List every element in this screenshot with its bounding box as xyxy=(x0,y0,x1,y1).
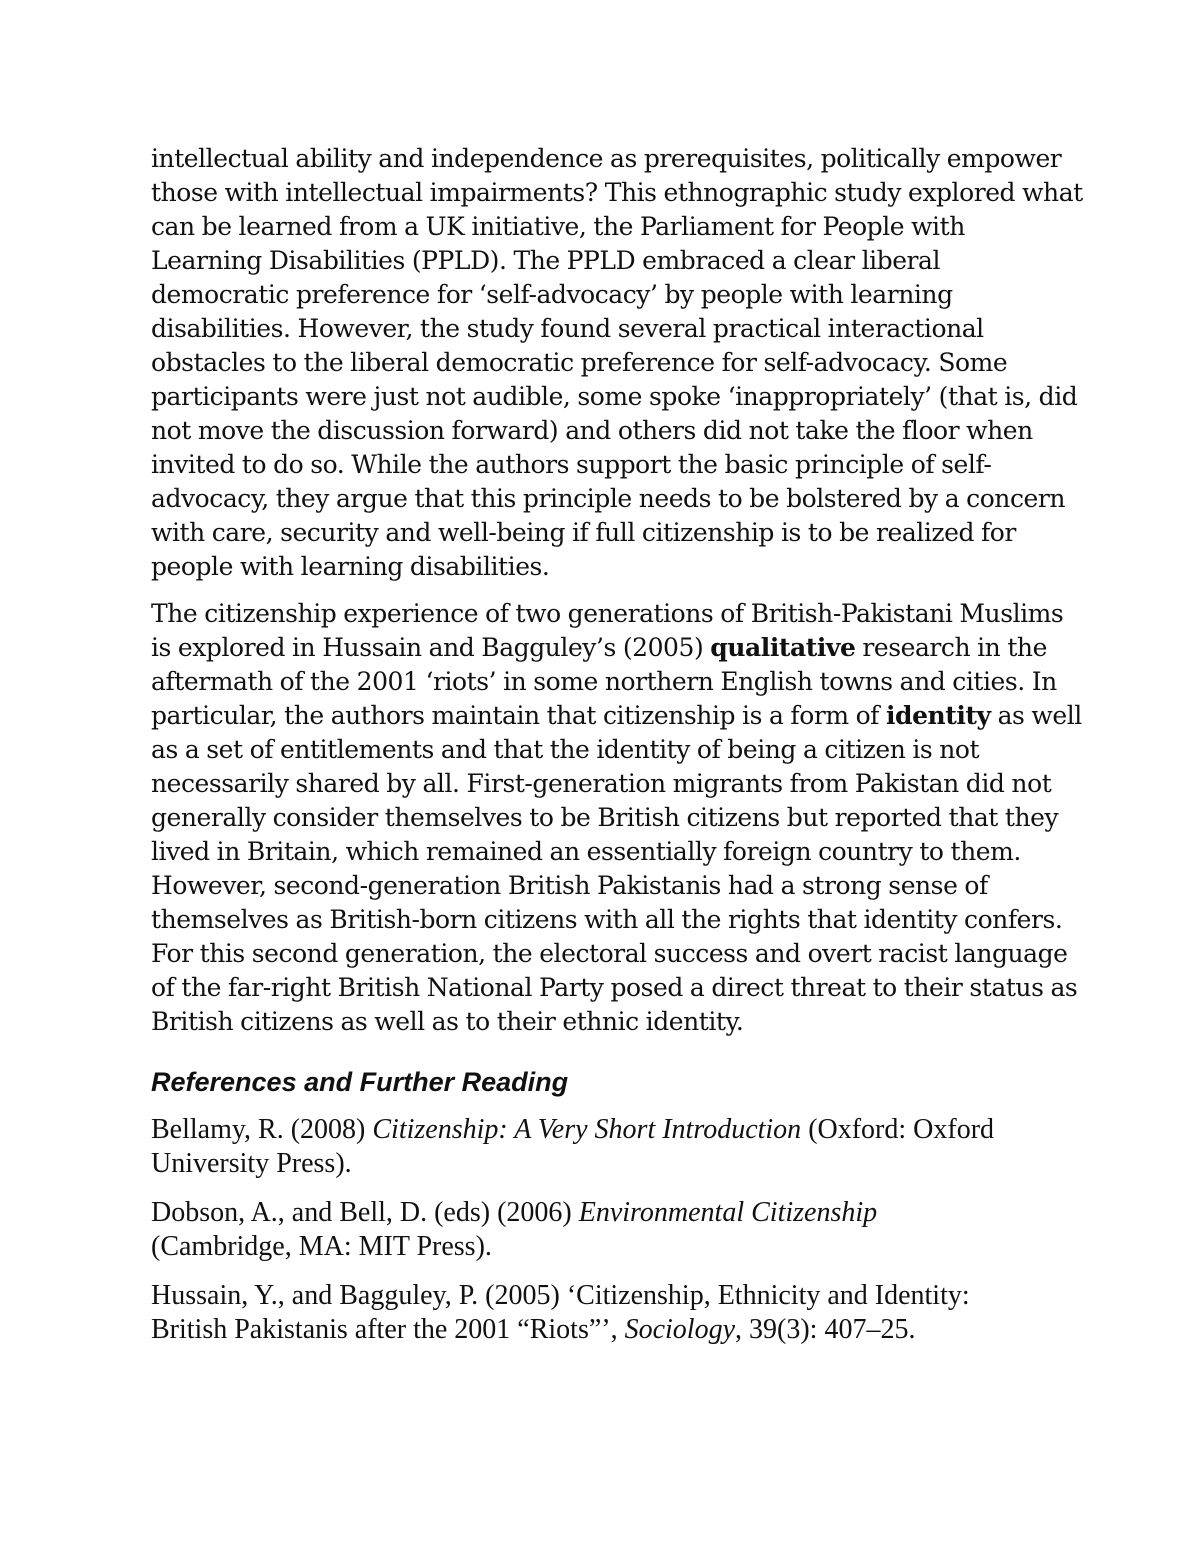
paragraph-line xyxy=(151,631,1056,665)
paragraph-line: British citizens as well as to their ethnic identity. xyxy=(151,1007,744,1036)
text-run: particular, the authors maintain that citizenship is a form of xyxy=(151,701,886,730)
text-run: Dobson, A., and Bell, D. (eds) (2006) xyxy=(151,1197,579,1228)
paragraph-line: themselves as British-born citizens with all the rights that identity confers. xyxy=(151,905,1063,934)
paragraph-line: disabilities. However, the study found several practical interactional xyxy=(151,314,984,343)
paragraph-line: with care, security and well-being if full citizenship is to be realized for xyxy=(151,518,1016,547)
paragraph-line: obstacles to the liberal democratic preference for self-advocacy. Some xyxy=(151,348,1008,377)
paragraph-line: aftermath of the 2001 ‘riots’ in some northern English towns and cities. In xyxy=(151,667,1057,696)
reference-title: Environmental Citizenship xyxy=(578,1197,878,1228)
paragraph-line: generally consider themselves to be British citizens but reported that they xyxy=(151,803,1059,832)
paragraph-line: democratic preference for ‘self-advocacy’ by people with learning xyxy=(151,280,953,309)
reference-line xyxy=(151,1113,1056,1147)
paragraph-line: The citizenship experience of two generations of British-Pakistani Muslims xyxy=(151,599,1064,628)
reference-line: (Cambridge, MA: MIT Press). xyxy=(151,1231,492,1262)
paragraph-line: those with intellectual impairments? This ethnographic study explored what xyxy=(151,178,1083,207)
paragraph-line: of the far-right British National Party posed a direct threat to their status as xyxy=(151,973,1078,1002)
reference-title: Citizenship: A Very Short Introduction xyxy=(372,1114,802,1145)
reference-item-hussain xyxy=(151,1279,1056,1347)
text-run: is explored in Hussain and Bagguley’s (2005) xyxy=(151,633,711,662)
text-run: research in the xyxy=(855,633,1047,662)
text-run: , 39(3): 407–25. xyxy=(735,1314,916,1345)
body-paragraph-2 xyxy=(151,597,1082,1039)
reference-item-dobson xyxy=(151,1196,1056,1264)
paragraph-line: invited to do so. While the authors support the basic principle of self- xyxy=(151,450,992,479)
reference-line: University Press). xyxy=(151,1148,352,1179)
paragraph-line: participants were just not audible, some spoke ‘inappropriately’ (that is, did xyxy=(151,382,1078,411)
paragraph-line: advocacy, they argue that this principle needs to be bolstered by a concern xyxy=(151,484,1066,513)
paragraph-line: Learning Disabilities (PPLD). The PPLD embraced a clear liberal xyxy=(151,246,941,275)
body-paragraph-1 xyxy=(151,142,1083,584)
paragraph-line: as a set of entitlements and that the identity of being a citizen is not xyxy=(151,735,980,764)
paragraph-line: not move the discussion forward) and others did not take the floor when xyxy=(151,416,1033,445)
paragraph-line: people with learning disabilities. xyxy=(151,552,550,581)
text-run: British Pakistanis after the 2001 “Riots”’, xyxy=(151,1314,625,1345)
reference-item-bellamy xyxy=(151,1113,1056,1181)
paragraph-line: necessarily shared by all. First-generation migrants from Pakistan did not xyxy=(151,769,1052,798)
journal-title: Sociology xyxy=(624,1314,736,1345)
reference-line xyxy=(151,1313,1056,1347)
key-term-identity: identity xyxy=(886,701,991,730)
reference-line xyxy=(151,1196,1056,1230)
text-run: as well xyxy=(990,701,1082,730)
text-run: Bellamy, R. (2008) xyxy=(151,1114,373,1145)
paragraph-line xyxy=(151,699,1082,733)
paragraph-line: lived in Britain, which remained an essentially foreign country to them. xyxy=(151,837,1021,866)
paragraph-line: can be learned from a UK initiative, the Parliament for People with xyxy=(151,212,965,241)
reference-line: Hussain, Y., and Bagguley, P. (2005) ‘Citizenship, Ethnicity and Identity: xyxy=(151,1280,970,1311)
text-run: (Oxford: Oxford xyxy=(801,1114,995,1145)
references-heading: References and Further Reading xyxy=(151,1067,569,1097)
paragraph-line: intellectual ability and independence as prerequisites, politically empower xyxy=(151,144,1062,173)
key-term-qualitative: qualitative xyxy=(710,633,856,662)
paragraph-line: However, second-generation British Pakistanis had a strong sense of xyxy=(151,871,988,900)
paragraph-line: For this second generation, the electoral success and overt racist language xyxy=(151,939,1068,968)
